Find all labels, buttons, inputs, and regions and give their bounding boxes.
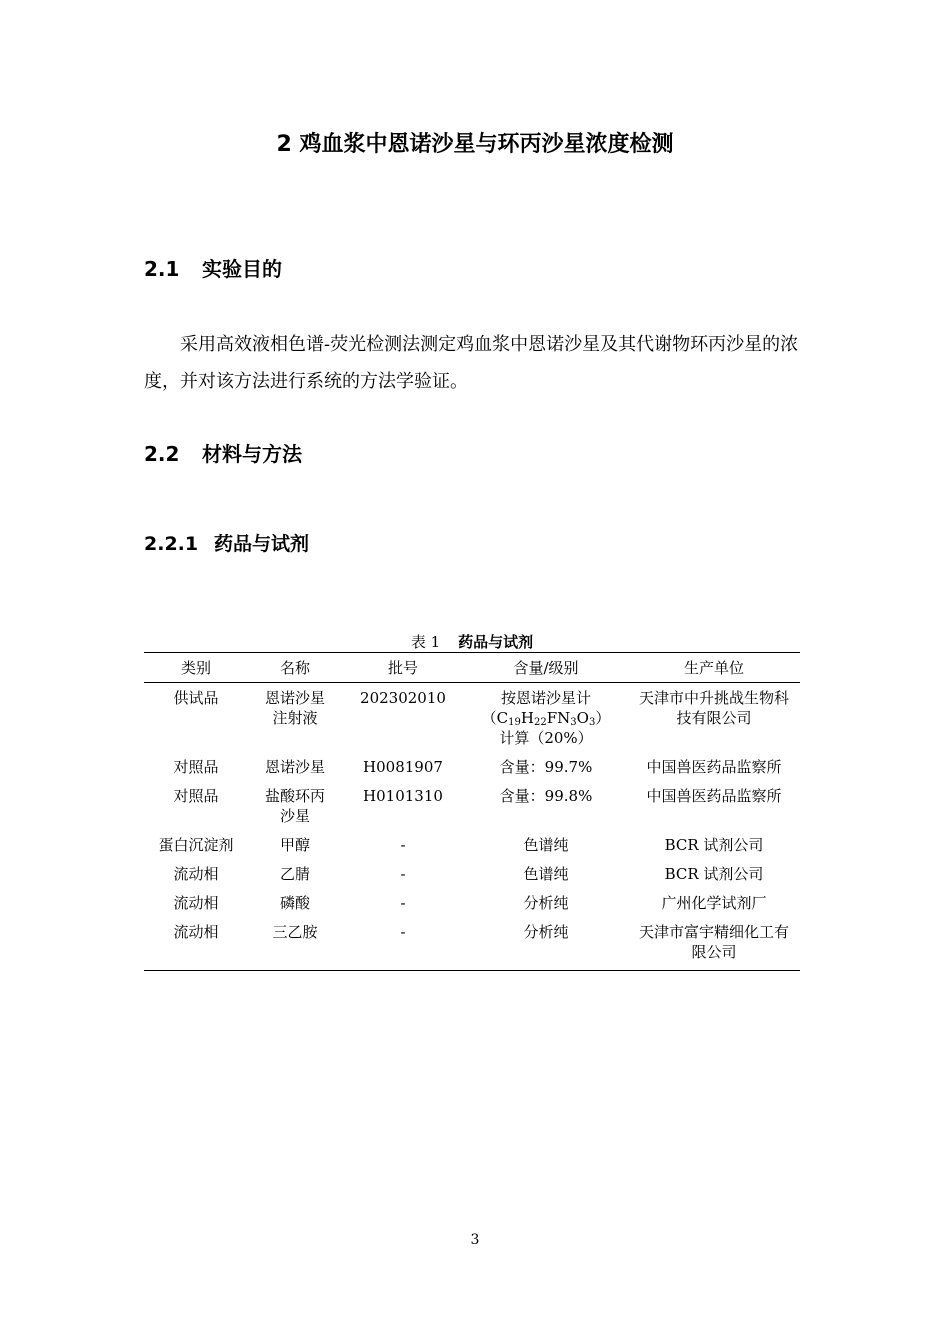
table-caption-number: 表 1 [410, 633, 441, 651]
cell-grade: 分析纯 [464, 913, 628, 971]
cell-grade: 分析纯 [523, 894, 569, 912]
cell-name: 恩诺沙星 [264, 758, 325, 776]
table-header-row [144, 653, 800, 683]
section-heading-2-2 [144, 438, 302, 467]
cell-grade: 色谱纯 [523, 865, 569, 883]
header-name: 名称 [248, 653, 342, 683]
cell-category: 流动相 [144, 913, 248, 971]
section-heading-2-1 [144, 253, 282, 282]
chapter-title: 2 鸡血浆中恩诺沙星与环丙沙星浓度检测 [276, 132, 674, 157]
chemical-formula: $(C_{19}H_{22}FN_3O_3)$ [481, 709, 611, 728]
page-number: 3 [470, 1232, 480, 1248]
header-lot: 批号 [342, 653, 464, 683]
cell-lot: 202302010 [360, 689, 446, 707]
header-grade: 含量/级别 [464, 653, 628, 683]
cell-grade: 含量：99.7% [499, 758, 593, 776]
table-caption-title: 药品与试剂 [458, 633, 534, 651]
cell-lot: - [400, 894, 406, 912]
section-number: 2.2 [144, 442, 180, 466]
table-row [144, 884, 800, 913]
cell-category: 流动相 [173, 865, 219, 883]
cell-lot: - [400, 865, 406, 883]
cell-lot: - [342, 913, 464, 971]
header-manufacturer: 生产单位 [628, 653, 800, 683]
cell-manufacturer: 广州化学试剂厂 [661, 894, 767, 912]
cell-name: 盐酸环丙沙星 [264, 787, 325, 825]
section-number: 2.2.1 [144, 533, 199, 555]
cell-category: 流动相 [173, 894, 219, 912]
table-row [144, 777, 800, 826]
table-row [144, 855, 800, 884]
cell-manufacturer: 天津市中升挑战生物科技有限公司 [638, 689, 790, 727]
table-row [144, 826, 800, 855]
cell-category: 对照品 [173, 758, 219, 776]
cell-lot: - [400, 836, 406, 854]
header-category: 类别 [144, 653, 248, 683]
cell-name: 三乙胺 [248, 913, 342, 971]
cell-category: 对照品 [173, 787, 219, 805]
section-heading-2-2-1 [144, 529, 309, 556]
section-number: 2.1 [144, 257, 180, 281]
cell-category: 供试品 [173, 689, 219, 707]
cell-category: 蛋白沉淀剂 [158, 836, 234, 854]
cell-lot: H0101310 [363, 787, 443, 805]
cell-name: 甲醇 [279, 836, 310, 854]
table-caption [144, 631, 800, 652]
cell-grade: 色谱纯 [523, 836, 569, 854]
section-title: 药品与试剂 [214, 533, 310, 555]
cell-name: 乙腈 [279, 865, 310, 883]
cell-manufacturer: 天津市富宇精细化工有限公司 [628, 913, 800, 971]
cell-grade: 按恩诺沙星计 $(C_{19}H_{22}FN_3O_3)$ 计算（20%） [464, 683, 628, 749]
cell-lot: H0081907 [363, 758, 443, 776]
table-row [144, 683, 800, 749]
table-row [144, 913, 800, 971]
cell-grade: 含量：99.8% [499, 787, 593, 805]
table-row [144, 748, 800, 777]
cell-name: 恩诺沙星注射液 [264, 689, 325, 727]
cell-manufacturer: BCR 试剂公司 [664, 865, 764, 883]
section-title: 材料与方法 [202, 442, 302, 466]
cell-manufacturer: BCR 试剂公司 [664, 836, 764, 854]
section-title: 实验目的 [202, 257, 282, 281]
reagents-table [144, 652, 800, 971]
cell-name: 磷酸 [279, 894, 310, 912]
body-paragraph: 采用高效液相色谱-荧光检测法测定鸡血浆中恩诺沙星及其代谢物环丙沙星的浓度，并对该方法进行系统的方法学验证。 [144, 334, 799, 392]
cell-manufacturer: 中国兽医药品监察所 [646, 787, 782, 805]
cell-manufacturer: 中国兽医药品监察所 [646, 758, 782, 776]
